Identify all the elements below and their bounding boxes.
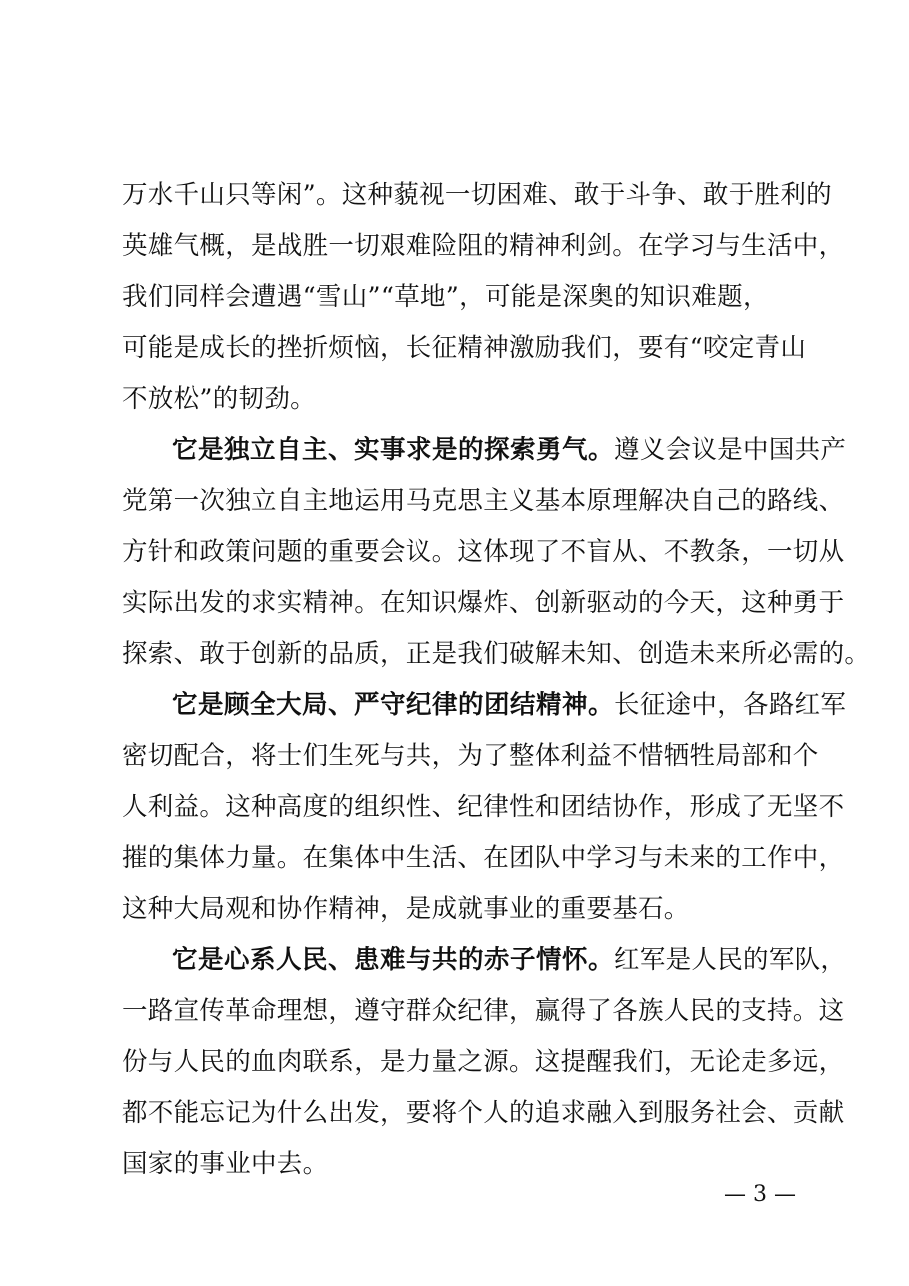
paragraph-4-line-5: 国家的事业中去。	[122, 1149, 329, 1179]
paragraph-3-line-2: 密切配合，将士们生死与共，为了整体利益不惜牺牲局部和个	[122, 741, 819, 771]
paragraph-2-first-line-text: 遵义会议是中国共产	[614, 435, 847, 465]
paragraph-4-first-line-text: 红军是人民的军队，	[614, 945, 847, 975]
paragraph-2-line-3: 方针和政策问题的重要会议。这体现了不盲从、不教条，一切从	[122, 537, 845, 567]
paragraph-3-first-line	[172, 688, 846, 722]
paragraph-2-line-2: 党第一次独立自主地运用马克思主义基本原理解决自己的路线、	[122, 486, 845, 516]
paragraph-4-line-4: 都不能忘记为什么出发，要将个人的追求融入到服务社会、贡献	[122, 1098, 845, 1128]
paragraph-1-line-2: 英雄气概，是战胜一切艰难险阻的精神利剑。在学习与生活中，	[122, 231, 845, 261]
paragraph-2-line-4: 实际出发的求实精神。在知识爆炸、创新驱动的今天，这种勇于	[122, 588, 845, 618]
paragraph-3-line-4: 摧的集体力量。在集体中生活、在团队中学习与未来的工作中，	[122, 843, 845, 873]
paragraph-3-first-line-text: 长征途中，各路红军	[614, 690, 847, 720]
page-number: — 3 —	[724, 1182, 796, 1207]
paragraph-1-line-5: 不放松”的韧劲。	[122, 384, 316, 414]
paragraph-3-heading: 它是顾全大局、严守纪律的团结精神。	[172, 690, 615, 720]
paragraph-3-line-5: 这种大局观和协作精神，是成就事业的重要基石。	[122, 894, 690, 924]
paragraph-2-heading: 它是独立自主、实事求是的探索勇气。	[172, 435, 615, 465]
paragraph-3-line-3: 人利益。这种高度的组织性、纪律性和团结协作，形成了无坚不	[122, 792, 845, 822]
paragraph-4-heading: 它是心系人民、患难与共的赤子情怀。	[172, 945, 615, 975]
paragraph-1-line-1: 万水千山只等闲”。这种藐视一切困难、敢于斗争、敢于胜利的	[122, 180, 832, 210]
paragraph-4-first-line	[172, 943, 846, 977]
paragraph-4-line-2: 一路宣传革命理想，遵守群众纪律，赢得了各族人民的支持。这	[122, 996, 845, 1026]
paragraph-4-line-3: 份与人民的血肉联系，是力量之源。这提醒我们，无论走多远，	[122, 1047, 845, 1077]
paragraph-2-first-line	[172, 433, 846, 467]
paragraph-1-line-4: 可能是成长的挫折烦恼，长征精神激励我们，要有“咬定青山	[122, 333, 807, 363]
paragraph-2-line-5: 探索、敢于创新的品质，正是我们破解未知、创造未来所必需的。	[122, 639, 871, 669]
paragraph-1-line-3: 我们同样会遭遇“雪山”“草地”，可能是深奥的知识难题，	[122, 282, 769, 312]
